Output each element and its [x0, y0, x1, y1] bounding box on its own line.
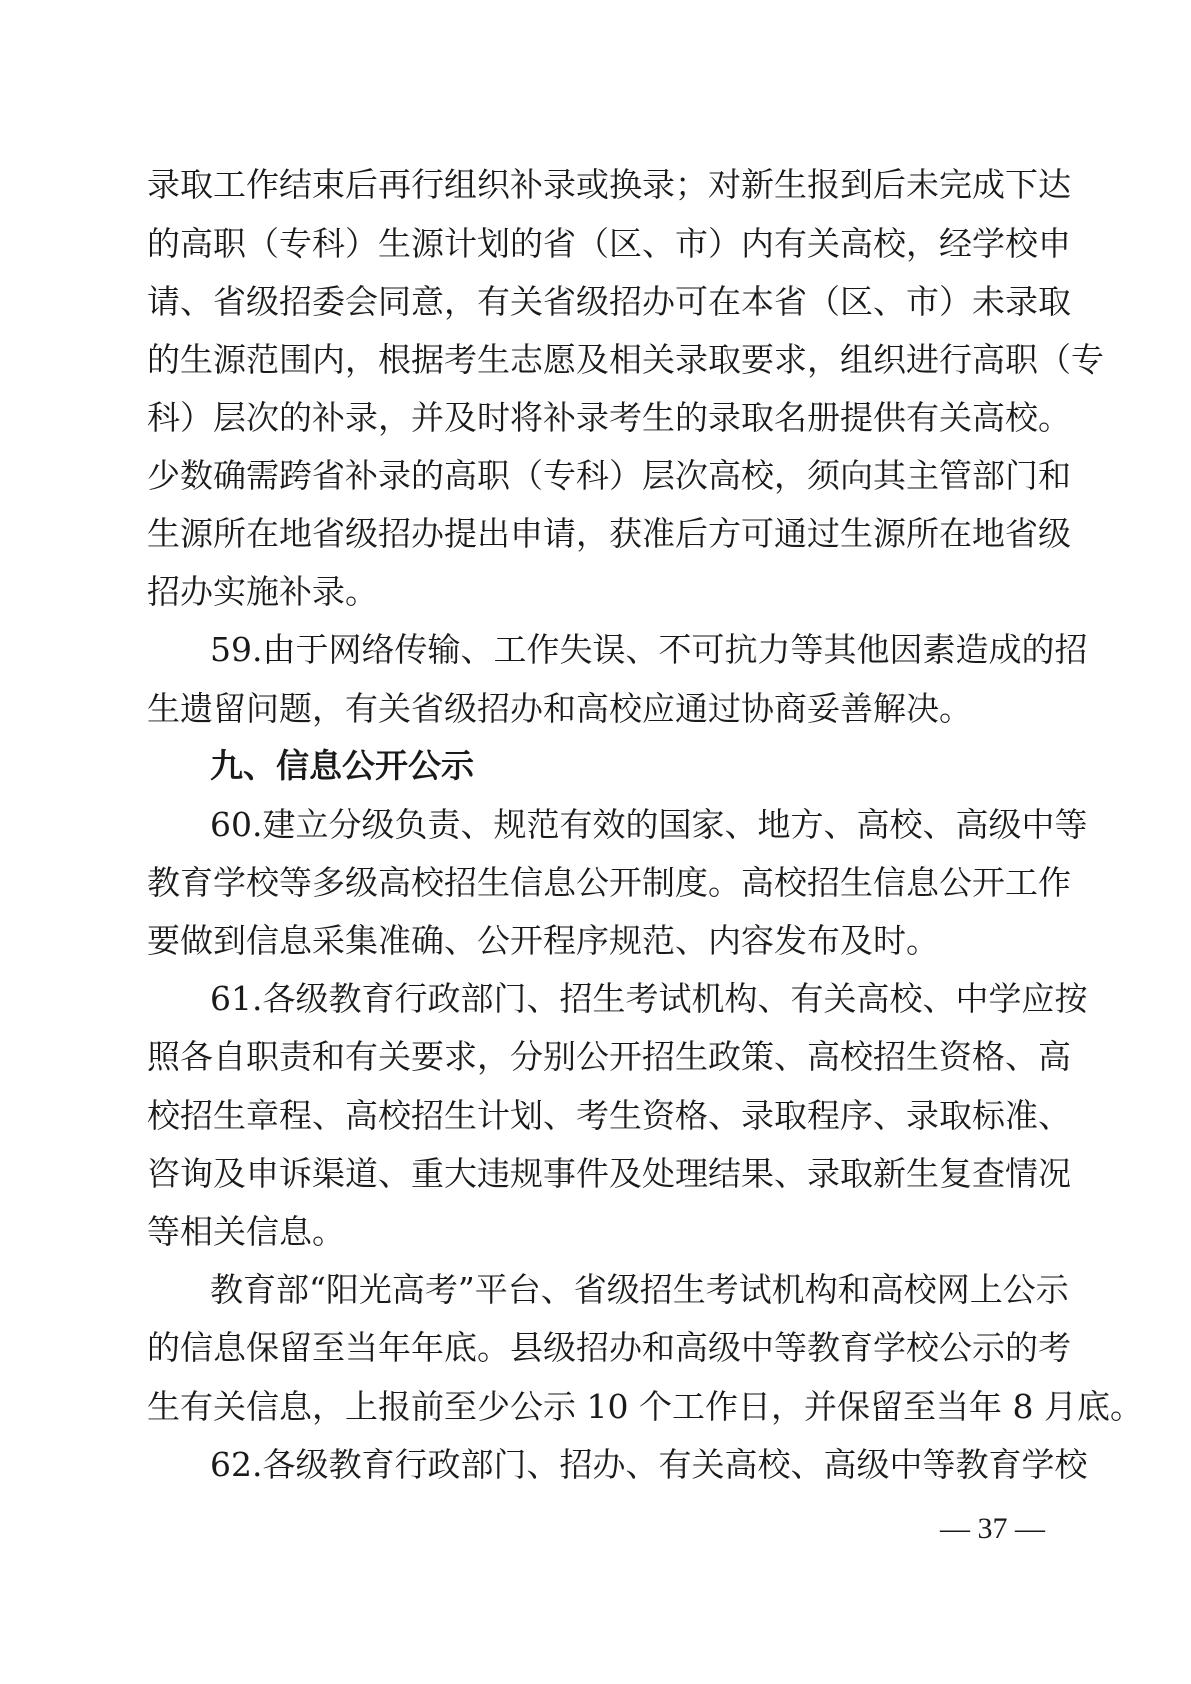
page-number: — 37 — [940, 1512, 1045, 1545]
text-line: 录取工作结束后再行组织补录或换录；对新生报到后未完成下达 [147, 165, 1071, 204]
paragraph-disclosure-start: 教育部“阳光高考”平台、省级招生考试机构和高校网上公示 [210, 1270, 1069, 1309]
text-line: 咨询及申诉渠道、重大违规事件及处理结果、录取新生复查情况 [147, 1154, 1071, 1193]
text-line: 照各自职责和有关要求，分别公开招生政策、高校招生资格、高 [147, 1037, 1071, 1076]
text-line: 少数确需跨省补录的高职（专科）层次高校，须向其主管部门和 [147, 456, 1071, 495]
paragraph-61-start: 61.各级教育行政部门、招生考试机构、有关高校、中学应按 [210, 979, 1088, 1018]
text-line: 科）层次的补录，并及时将补录考生的录取名册提供有关高校。 [147, 398, 1071, 437]
text-line: 请、省级招委会同意，有关省级招办可在本省（区、市）未录取 [147, 282, 1071, 321]
text-line: 等相关信息。 [147, 1212, 345, 1251]
section-heading: 九、信息公开公示 [210, 746, 474, 785]
text-line: 教育学校等多级高校招生信息公开制度。高校招生信息公开工作 [147, 863, 1071, 902]
text-line: 的信息保留至当年年底。县级招办和高级中等教育学校公示的考 [147, 1328, 1071, 1367]
text-line: 生有关信息，上报前至少公示 10 个工作日，并保留至当年 8 月底。 [147, 1387, 1143, 1426]
text-line: 生遗留问题，有关省级招办和高校应通过协商妥善解决。 [147, 689, 972, 728]
paragraph-62-start: 62.各级教育行政部门、招办、有关高校、高级中等教育学校 [210, 1445, 1088, 1484]
paragraph-59-start: 59.由于网络传输、工作失误、不可抗力等其他因素造成的招 [210, 630, 1088, 669]
text-line: 要做到信息采集准确、公开程序规范、内容发布及时。 [147, 921, 939, 960]
text-line: 的生源范围内，根据考生志愿及相关录取要求，组织进行高职（专 [147, 340, 1104, 379]
text-line: 生源所在地省级招办提出申请，获准后方可通过生源所在地省级 [147, 514, 1071, 553]
text-line: 校招生章程、高校招生计划、考生资格、录取程序、录取标准、 [147, 1096, 1071, 1135]
text-line: 的高职（专科）生源计划的省（区、市）内有关高校，经学校申 [147, 224, 1071, 263]
text-line: 招办实施补录。 [147, 572, 378, 611]
paragraph-60-start: 60.建立分级负责、规范有效的国家、地方、高校、高级中等 [210, 805, 1088, 844]
